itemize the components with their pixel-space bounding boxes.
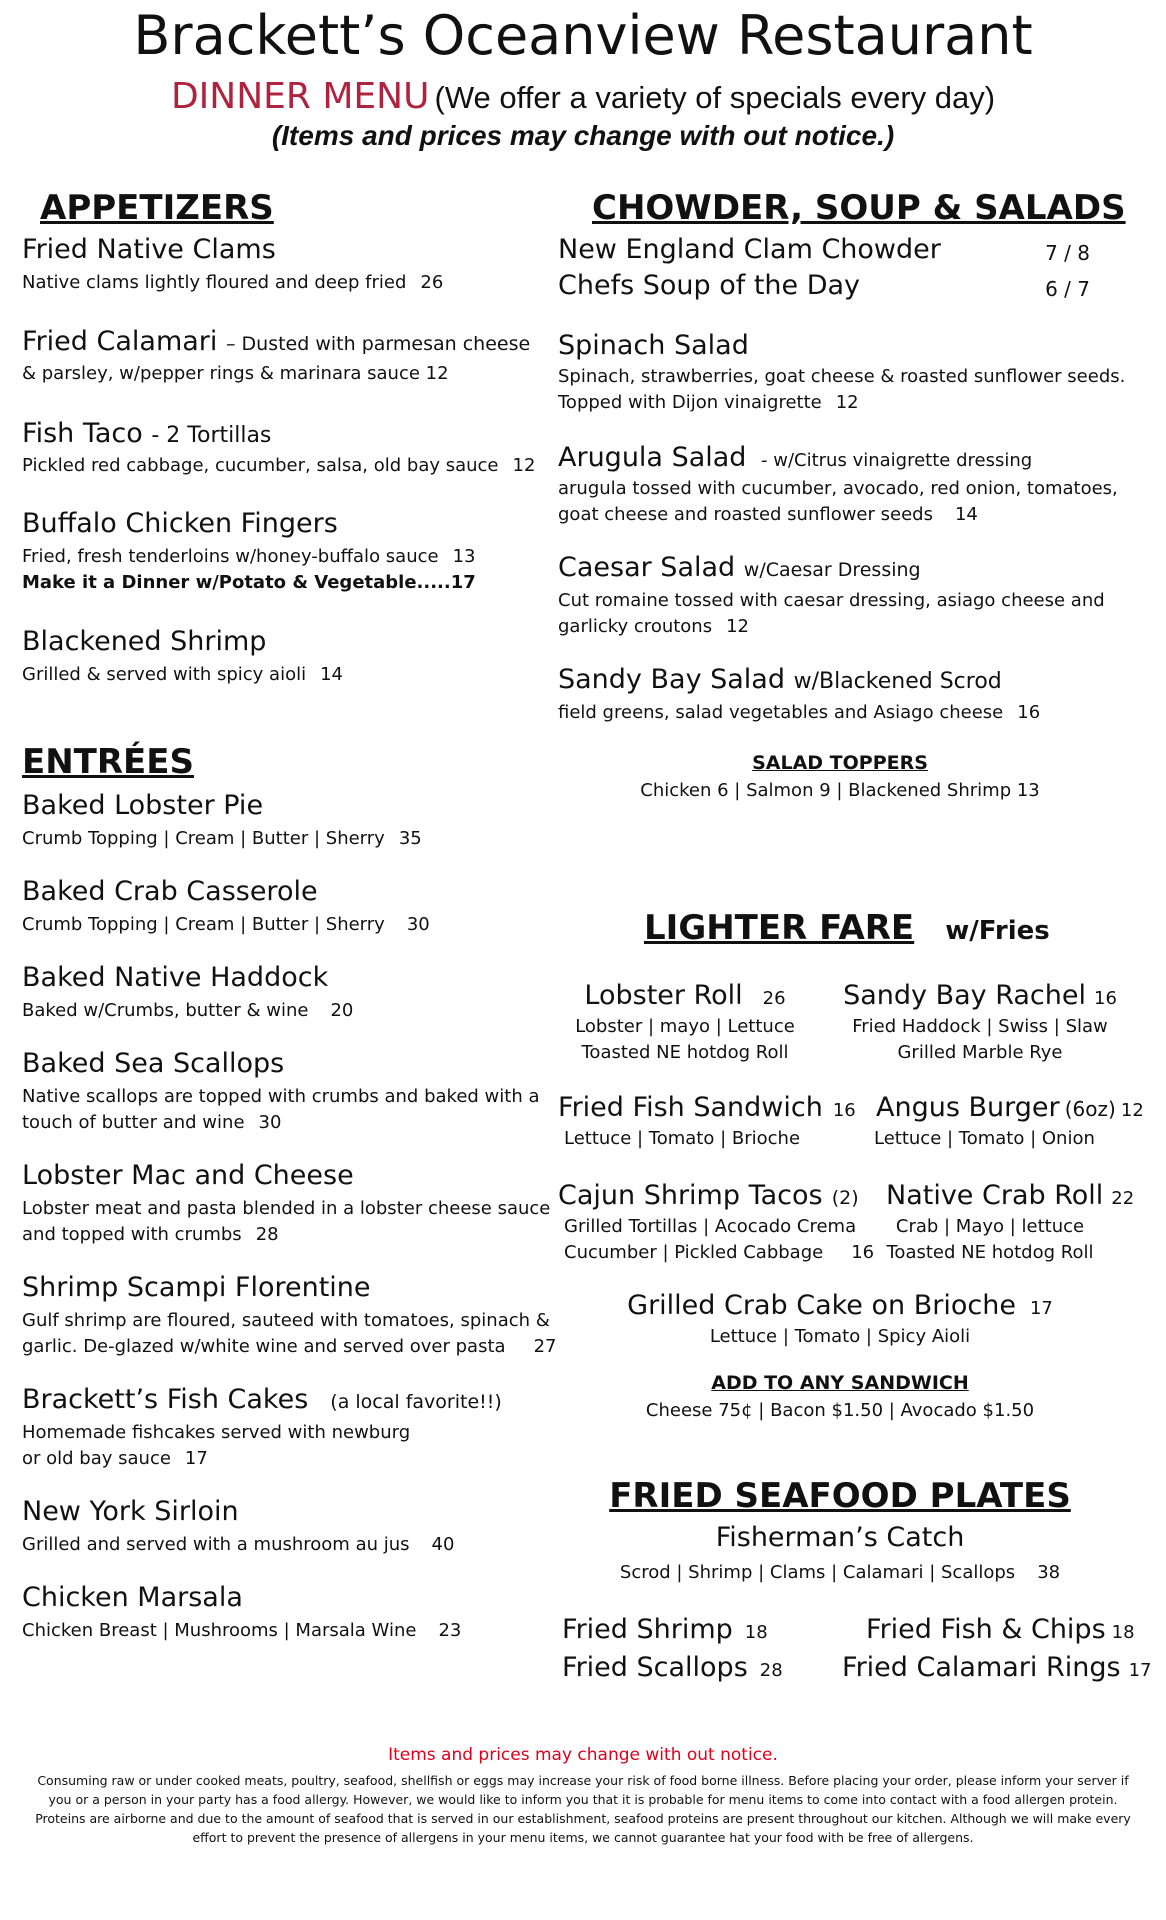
- menu-item-name: New York Sirloin: [22, 1496, 239, 1527]
- menu-item-price: 6 / 7: [1045, 277, 1090, 301]
- menu-item-desc: Crumb Topping | Cream | Butter | Sherry 35: [22, 828, 422, 849]
- menu-item-desc: Gulf shrimp are floured, sauteed with tomatoes, spinach &: [22, 1310, 550, 1331]
- menu-item-name: Buffalo Chicken Fingers: [22, 508, 338, 539]
- menu-item-desc: Cucumber | Pickled Cabbage 16: [564, 1242, 875, 1263]
- menu-item-name: Chefs Soup of the Day: [558, 270, 861, 301]
- menu-item-name: Fried Native Clams: [22, 234, 276, 265]
- menu-item-name: Blackened Shrimp: [22, 626, 267, 657]
- menu-item-desc: Homemade fishcakes served with newburg: [22, 1422, 411, 1443]
- menu-item-desc: Toasted NE hotdog Roll: [581, 1042, 789, 1063]
- menu-item-name: Chicken Marsala: [22, 1582, 243, 1613]
- menu-item-desc: Spinach, strawberries, goat cheese & roasted sunflower seeds.: [558, 366, 1126, 387]
- menu-item-name: Fish Taco - 2 Tortillas: [22, 418, 272, 449]
- menu-item-desc: Fried, fresh tenderloins w/honey-buffalo sauce 13: [22, 546, 476, 567]
- menu-item-desc: & parsley, w/pepper rings & marinara sauce 12: [22, 363, 449, 384]
- menu-item-desc: Toasted NE hotdog Roll: [886, 1242, 1094, 1263]
- menu-item-name: New England Clam Chowder: [558, 234, 941, 265]
- change-notice: (Items and prices may change with out notice.): [271, 120, 895, 151]
- menu-item-name: Spinach Salad: [558, 330, 749, 361]
- menu-item-name: Baked Lobster Pie: [22, 790, 264, 821]
- addon-list: Cheese 75¢ | Bacon $1.50 | Avocado $1.50: [645, 1400, 1035, 1421]
- menu-item-name: Baked Native Haddock: [22, 962, 329, 993]
- menu-item-desc: Lettuce | Tomato | Onion: [874, 1128, 1095, 1149]
- menu-subtitle: [0, 76, 1166, 117]
- addon-heading: ADD TO ANY SANDWICH: [711, 1372, 969, 1394]
- menu-item-name: Arugula Salad - w/Citrus vinaigrette dressing: [558, 442, 1033, 473]
- menu-item-desc: Native scallops are topped with crumbs and baked with a: [22, 1086, 540, 1107]
- footer-notice: Items and prices may change with out notice.: [388, 1745, 778, 1765]
- menu-item: Fried Shrimp 18: [562, 1614, 768, 1645]
- menu-item-desc: Grilled and served with a mushroom au jus 40: [22, 1534, 455, 1555]
- sandwich-item: Cajun Shrimp Tacos (2): [558, 1180, 859, 1211]
- menu-type: DINNER MENU: [170, 76, 430, 117]
- menu-item-desc: Topped with Dijon vinaigrette 12: [558, 392, 859, 413]
- restaurant-title: Brackett’s Oceanview Restaurant: [133, 4, 1033, 67]
- menu-item-name: Lobster Mac and Cheese: [22, 1160, 354, 1191]
- fried-plates-heading: FRIED SEAFOOD PLATES: [609, 1476, 1071, 1516]
- menu-item-desc: Grilled Marble Rye: [897, 1042, 1063, 1063]
- entrees-heading: ENTRÉES: [22, 742, 194, 782]
- menu-item-desc: touch of butter and wine 30: [22, 1112, 282, 1133]
- sandwich-item: Angus Burger (6oz) 12: [876, 1092, 1144, 1123]
- sandwich-item: Native Crab Roll 22: [886, 1180, 1135, 1211]
- menu-item-desc: arugula tossed with cucumber, avocado, red onion, tomatoes,: [558, 478, 1118, 499]
- menu-item: Fried Calamari Rings 17: [842, 1652, 1152, 1683]
- menu-item-name: Shrimp Scampi Florentine: [22, 1272, 371, 1303]
- menu-item-desc: Grilled & served with spicy aioli 14: [22, 664, 343, 685]
- menu-item-desc: Cut romaine tossed with caesar dressing, asiago cheese and: [558, 590, 1105, 611]
- menu-item-desc: or old bay sauce 17: [22, 1448, 208, 1469]
- appetizers-heading: APPETIZERS: [40, 188, 274, 228]
- menu-item-name: Fried Calamari – Dusted with parmesan cheese: [22, 326, 531, 357]
- menu-item-desc: Fried Haddock | Swiss | Slaw: [852, 1016, 1108, 1037]
- menu-item-desc: garlic. De-glazed w/white wine and served over pasta 27: [22, 1336, 557, 1357]
- menu-item-name: Brackett’s Fish Cakes (a local favorite!!): [22, 1384, 502, 1415]
- menu-item-desc: Lettuce | Tomato | Brioche: [564, 1128, 801, 1149]
- menu-item-name: Caesar Salad w/Caesar Dressing: [558, 552, 921, 583]
- menu-item: Fried Fish & Chips 18: [866, 1614, 1135, 1645]
- menu-item-desc: Lobster meat and pasta blended in a lobster cheese sauce: [22, 1198, 551, 1219]
- menu-item-desc: Scrod | Shrimp | Clams | Calamari | Scallops 38: [619, 1562, 1061, 1583]
- specials-note: (We offer a variety of specials every day): [434, 80, 996, 115]
- menu-item-desc: Lobster | mayo | Lettuce: [575, 1016, 795, 1037]
- menu-item: Fried Scallops 28: [562, 1652, 783, 1683]
- menu-item-desc: field greens, salad vegetables and Asiago cheese 16: [558, 702, 1041, 723]
- menu-item-price: 7 / 8: [1045, 241, 1090, 265]
- menu-item-desc: Native clams lightly floured and deep fried 26: [22, 272, 444, 293]
- menu-item-desc: Crumb Topping | Cream | Butter | Sherry 30: [22, 914, 430, 935]
- menu-item-desc: Crab | Mayo | lettuce: [895, 1216, 1085, 1237]
- menu-item-desc: goat cheese and roasted sunflower seeds 14: [558, 504, 978, 525]
- menu-item-desc: garlicky croutons 12: [558, 616, 749, 637]
- sandwich-item: Grilled Crab Cake on Brioche 17: [627, 1290, 1053, 1321]
- menu-item-name: Baked Crab Casserole: [22, 876, 318, 907]
- menu-item-desc: Baked w/Crumbs, butter & wine 20: [22, 1000, 354, 1021]
- menu-item-name: Fisherman’s Catch: [715, 1522, 965, 1553]
- allergen-disclaimer: Consuming raw or under cooked meats, poultry, seafood, shellfish or eggs may increase your risk of food borne illness. Before placing your order, please inform your server if you or a person in your party has a food allergy. However, we would like to inform you that it is probable for menu items to come into contact with a food allergen protein. Proteins are airborne and due to the amount of seafood that is served in our establishment, seafood proteins are present throughout our kitchen. Although we will make every effort to prevent the presence of allergens in your menu items, we cannot guarantee hat your food with be free of allergens.: [35, 1773, 1131, 1845]
- sandwich-item: Sandy Bay Rachel 16: [843, 980, 1117, 1011]
- menu-item-desc: Lettuce | Tomato | Spicy Aioli: [709, 1326, 971, 1347]
- salad-toppers-heading: SALAD TOPPERS: [752, 752, 928, 774]
- menu-item-desc: Pickled red cabbage, cucumber, salsa, old bay sauce 12: [22, 455, 536, 476]
- menu-item-desc: Chicken Breast | Mushrooms | Marsala Wine 23: [22, 1620, 462, 1641]
- lighter-fare-heading: LIGHTER FARE w/Fries: [644, 908, 1050, 948]
- soups-salads-heading: CHOWDER, SOUP & SALADS: [592, 188, 1126, 228]
- menu-item-desc: and topped with crumbs 28: [22, 1224, 279, 1245]
- salad-toppers-list: Chicken 6 | Salmon 9 | Blackened Shrimp 13: [640, 780, 1040, 801]
- sandwich-item: Lobster Roll 26: [584, 980, 786, 1011]
- menu-item-name: Baked Sea Scallops: [22, 1048, 285, 1079]
- sandwich-item: Fried Fish Sandwich 16: [558, 1092, 856, 1123]
- menu-item-name: Sandy Bay Salad w/Blackened Scrod: [558, 664, 1002, 695]
- menu-item-desc: Grilled Tortillas | Acocado Crema: [564, 1216, 857, 1237]
- dinner-upgrade-note: Make it a Dinner w/Potato & Vegetable.....17: [22, 572, 476, 593]
